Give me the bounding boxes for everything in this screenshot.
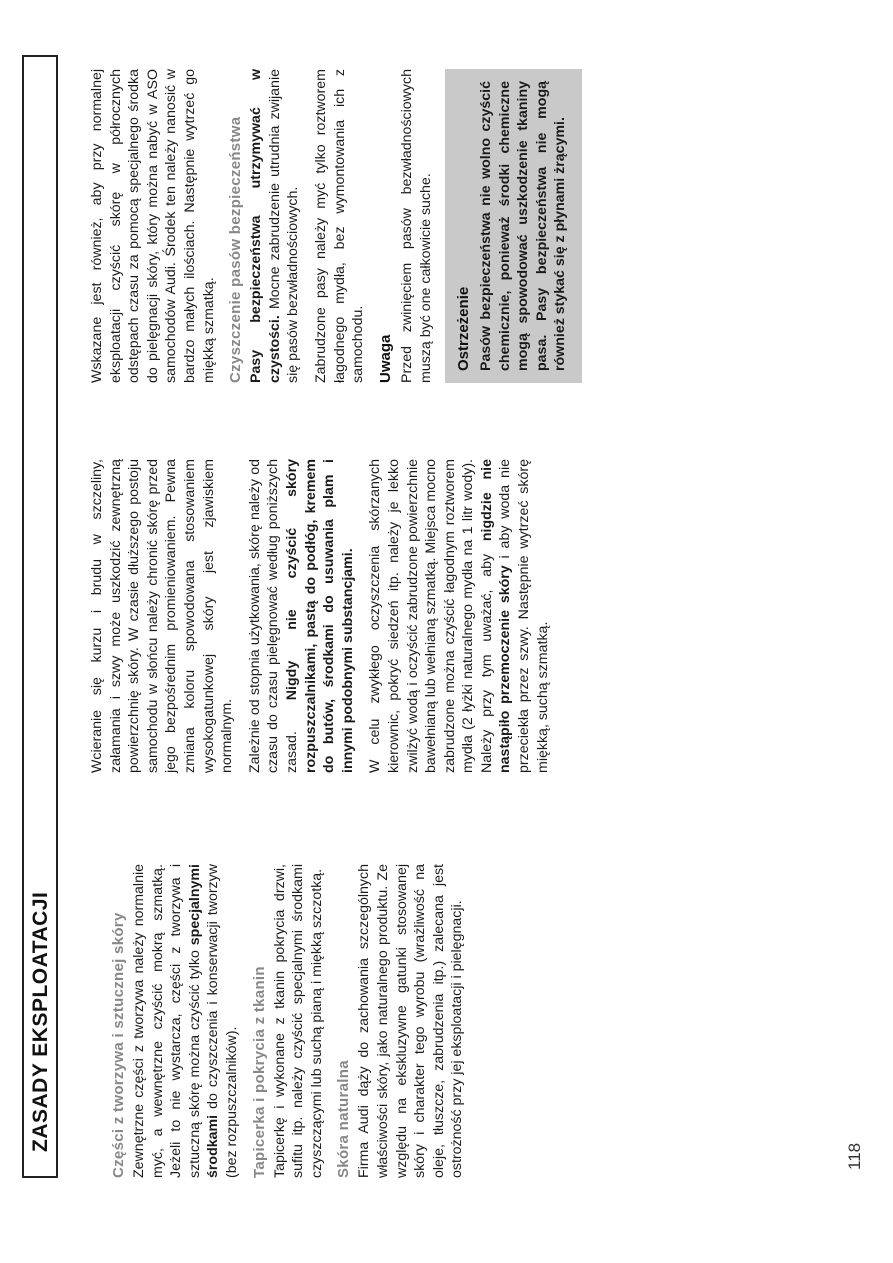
page-title: ZASADY EKSPLOATACJI [29,891,52,1152]
section-heading-seatbelts: Czyszczenie pasów bezpieczeństwa [227,116,245,383]
text: W celu zwykłego oczyszczenia skórzanych kierownic, pokryć siedzeń itp. należy je lekko zwilżyć wodą i oczyścić zabrudzone powierzchnie bawełnianą lub wełnianą szmatką. Miejsca mocno zabrudzone można czyścić łagodnym roztworem mydła (2 łyżki naturalnego mydła na 1 litr wody). Należy przy tym uważać, aby [367,459,495,773]
paragraph: Przed zwinięciem pasów bezwładnościowych muszą być one całkowicie suche. [399,69,434,383]
bold-text: Nigdy nie czyścić skóry rozpuszczalnikami, pastą do podłóg, kremem do butów, środkami do usuwania plam i innymi podobnymi substancjami. [283,459,356,773]
page-header [22,55,58,1178]
section-heading-leather: Skóra naturalna [335,1060,353,1178]
section-heading-plastics: Części z tworzywa i sztucznej skóry [110,912,127,1178]
paragraph: Tapicerkę i wykonane z tkanin pokrycia drzwi, sufitu itp. należy czyścić specjalnymi środkami czyszczącymi lub suchą pianą i miękką szczotką. [271,864,325,1178]
bold-text: nigdzie nie nastąpiło przemoczenie skóry [478,458,514,773]
text: Mocne zabrudzenie utrudnia zwijanie się pasów bezwładnościowych. [266,69,302,383]
paragraph [366,459,552,773]
note-heading: Uwaga [376,334,394,383]
column-3 [88,69,582,383]
text: i aby woda nie przeciekła przez szwy. Następnie wytrzeć skórę miękką, suchą szmatką. [497,459,551,773]
bold-text: specjalnymi środkami [186,864,222,1178]
warning-box [445,69,583,383]
warning-title: Ostrzeżenie [454,286,472,371]
text: Zewnętrzne części z tworzywa należy normalnie myć, a wewnętrzne czyścić mokrą szmatką. Jeżeli to nie wystarcza, części z tworzywa i sztuczną skórę można czyścić tylko [131,864,203,1178]
bold-text: Pasy bezpieczeństwa utrzymywać w czystości. [248,69,283,383]
text: Zależnie od stopnia użytkowania, skórę należy od czasu do czasu pielęgnować według poniższych zasad. [246,459,300,773]
paragraph [130,864,242,1178]
paragraph [246,459,358,773]
paragraph: Zabrudzone pasy należy myć tylko roztworem łagodnego mydła, bez wymontowania ich z samochodu. [312,69,367,383]
warning-text: Pasów bezpieczeństwa nie wolno czyścić chemicznie, ponieważ środki chemiczne mogą spowodować uszkodzenie tkaniny pasa. Pasy bezpieczeństwa nie mogą również stykać się z płynami żrącymi. [478,81,569,371]
text: do czyszczenia i konserwacji tworzyw (bez rozpuszczalników). [205,864,240,1178]
paragraph: Wcieranie się kurzu i brudu w szczeliny, załamania i szwy może uszkodzić zewnętrzną powierzchnię skóry. W czasie dłuższego postoju samochodu w słońcu należy chronić skórę przed jego bezpośrednim promieniowaniem. Pewna zmiana koloru spowodowana stosowaniem wysokogatunkowej skóry jest zjawiskiem normalnym. [89,459,236,773]
section-heading-upholstery: Tapicerka i pokrycia z tkanin [250,966,268,1178]
paragraph [247,69,303,383]
paragraph: Firma Audi dąży do zachowania szczególnych właściwości skóry, jako naturalnego produktu. Ze względu na ekskluzywne gatunki stosowanej skóry i charakter tego wyrobu (wrażliwość na oleje, tłuszcze, zabrudzenia itp.) zalecana jest ostrożność przy jej eksploatacji i pielęgnacji. [356,864,466,1178]
paragraph: Wskazane jest również, aby przy normalnej eksploatacji czyścić skórę w półrocznych odstępach czasu za pomocą specjalnego środka do pielęgnacji skóry, który można nabyć w ASO samochodów Audi. Środek ten należy nanosić w bardzo małych ilościach. Następnie wytrzeć go miękką szmatką. [89,69,217,383]
column-2 [88,459,561,773]
page-number: 118 [845,1142,864,1170]
column-1 [110,864,476,1178]
